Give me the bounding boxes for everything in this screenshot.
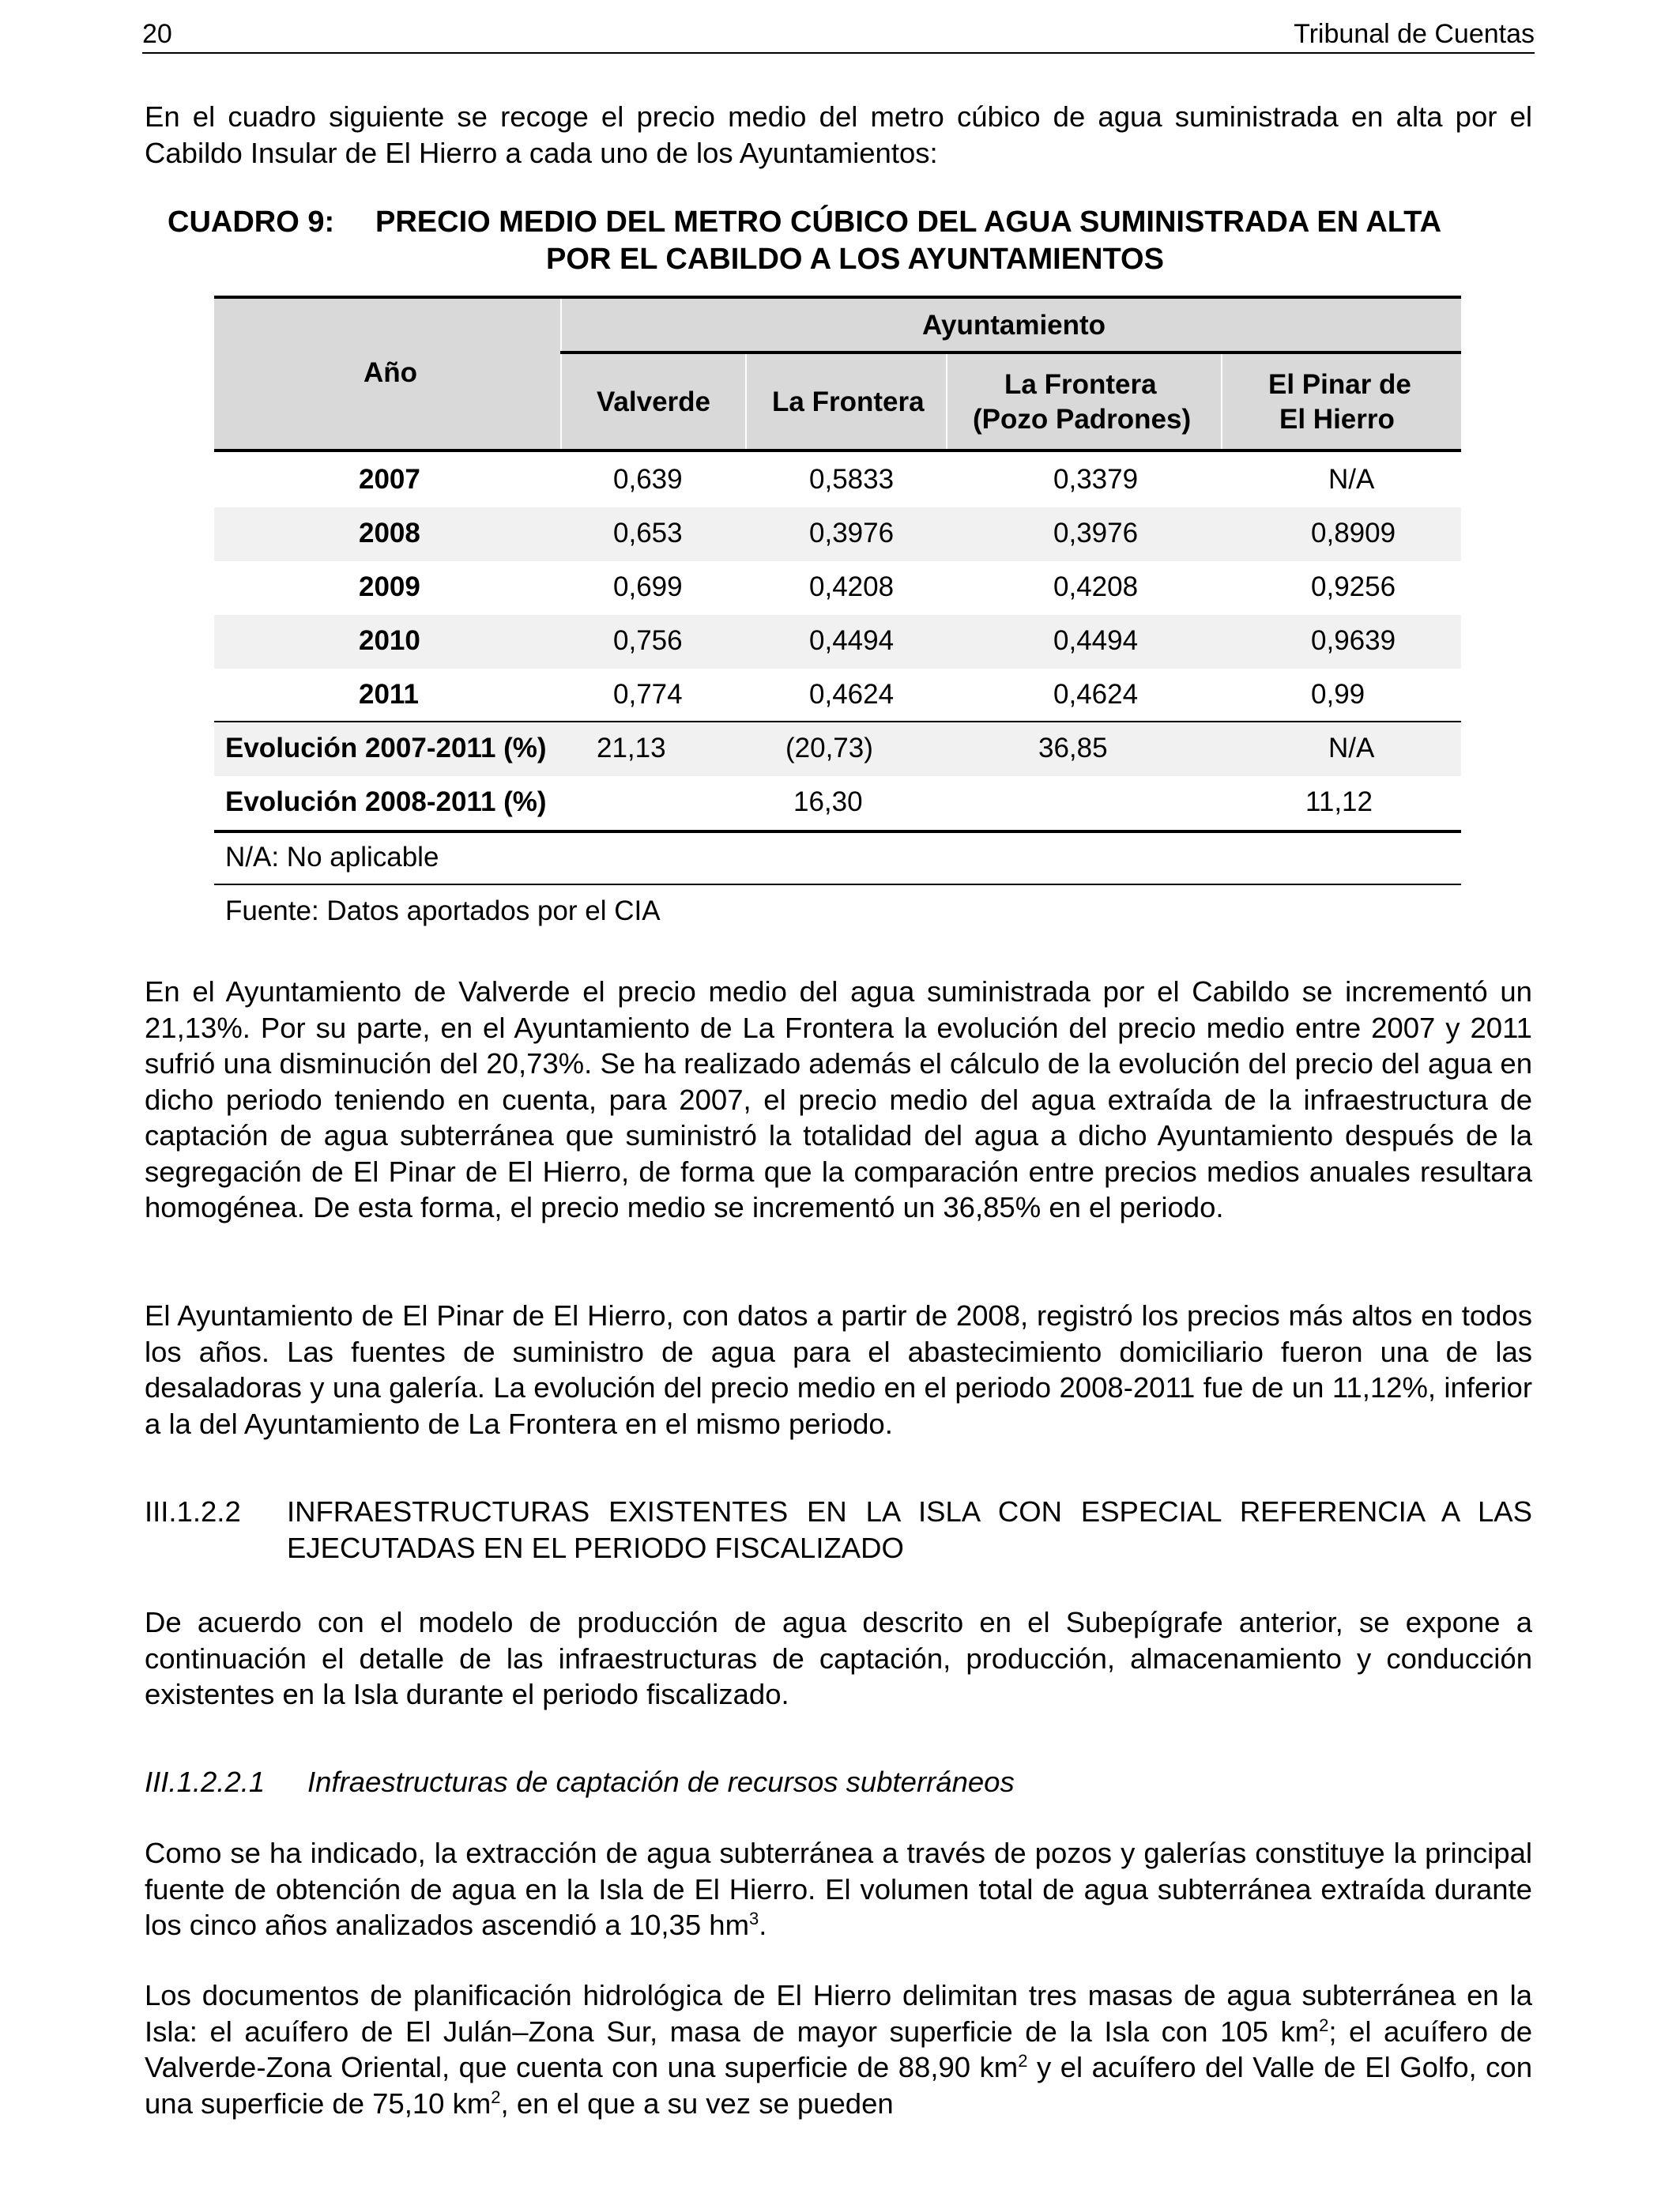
cell-el-pinar: 0,99 <box>1311 679 1365 710</box>
cell-el-pinar: N/A <box>1328 464 1375 495</box>
cell-la-frontera-pozo: 0,4208 <box>1053 571 1139 602</box>
table-row-year: 2009 <box>359 571 420 602</box>
cell-la-frontera: 0,4624 <box>809 679 895 710</box>
cell-la-frontera: 0,4494 <box>809 625 895 656</box>
cell-la-frontera: 0,5833 <box>809 464 895 495</box>
cell-la-frontera-pozo: 0,4494 <box>1053 625 1139 656</box>
subsection-number: III.1.2.2.1 <box>145 1766 266 1798</box>
header-year: Año <box>363 357 418 388</box>
section-number: III.1.2.2 <box>145 1495 241 1528</box>
evolution-2008-la-frontera: 16,30 <box>793 786 863 817</box>
cell-el-pinar: 0,9256 <box>1311 571 1396 602</box>
table-row-year: 2010 <box>359 625 420 656</box>
group-header-rule <box>560 351 1461 354</box>
evolution-2007-valverde: 21,13 <box>597 733 666 763</box>
evolution-2007-el-pinar: N/A <box>1328 733 1375 763</box>
header-la-frontera-pozo-1: La Frontera <box>1004 369 1157 400</box>
evolution-2007-la-frontera: (20,73) <box>785 733 873 763</box>
table-row-year: 2008 <box>359 518 420 548</box>
paragraph-extraccion: Como se ha indicado, la extracción de agua subterránea a través de pozos y galerías constituye la principal fuente de obtención de agua en la Isla de El Hierro. El volumen total de agua subterránea extraída durante los cinco años analizados ascendió a 10,35 $hm^3$. <box>145 1837 1532 1941</box>
header-el-pinar-2: El Hierro <box>1279 404 1395 435</box>
header-bottom-rule <box>214 449 1461 452</box>
subsection-title: Infraestructuras de captación de recursos subterráneos <box>307 1766 1015 1798</box>
price-table <box>214 296 1461 926</box>
note-bottom-rule <box>214 884 1461 885</box>
header-valverde: Valverde <box>597 386 710 417</box>
evolution-2008-el-pinar: 11,12 <box>1305 786 1373 817</box>
intro-paragraph: En el cuadro siguiente se recoge el precio medio del metro cúbico de agua suministrada en alta por el Cabildo Insular de El Hierro a cada uno de los Ayuntamientos: <box>145 100 1532 169</box>
paragraph-modelo: De acuerdo con el modelo de producción de agua descrito en el Subepígrafe anterior, se expone a continuación el detalle de las infraestructuras de captación, producción, almacenamiento y conducción existentes en la Isla durante el periodo fiscalizado. <box>145 1606 1532 1710</box>
cell-la-frontera-pozo: 0,3976 <box>1053 518 1139 548</box>
cell-valverde: 0,639 <box>613 464 683 495</box>
table-top-rule <box>214 296 1461 299</box>
table-bottom-rule <box>214 830 1461 833</box>
cell-valverde: 0,653 <box>613 518 683 548</box>
paragraph-valverde: En el Ayuntamiento de Valverde el precio medio del agua suministrada por el Cabildo se incrementó un 21,13%. Por su parte, en el Ayuntamiento de La Frontera la evolución del precio medio entre 2007 y 2011 sufrió una disminución del 20,73%. Se ha realizado además el cálculo de la evolución del precio del agua en dicho periodo teniendo en cuenta, para 2007, el precio medio del agua extraída de la infraestructura de captación de agua subterránea que suministró la totalidad del agua a dicho Ayuntamiento después de la segregación de El Pinar de El Hierro, de forma que la comparación entre precios medios anuales resultara homogénea. De esta forma, el precio medio se incrementó un 36,85% en el periodo. <box>145 975 1532 1223</box>
header-la-frontera-pozo-2: (Pozo Padrones) <box>973 404 1192 435</box>
cell-valverde: 0,756 <box>613 625 683 656</box>
table-row-year: 2011 <box>359 679 419 710</box>
header-el-pinar-1: El Pinar de <box>1268 369 1411 400</box>
header-ayuntamiento: Ayuntamiento <box>922 310 1106 341</box>
evolution-2007-label: Evolución 2007-2011 (%) <box>225 733 547 763</box>
page-number: 20 <box>142 19 172 49</box>
evolution-top-rule <box>214 721 1461 722</box>
paragraph-masas-agua: Los documentos de planificación hidrológica de El Hierro delimitan tres masas de agua subterránea en la Isla: el acuífero de El Julán–Zona Sur, masa de mayor superficie de la Isla con 105 $km^2$; el acuífero de Valverde-Zona Oriental, que cuenta con una superficie de 88,90 $km^2$ y el acuífero del Valle de El Golfo, con una superficie de 75,10 $km^2$, en el que a su vez se pueden <box>145 1979 1532 2120</box>
cell-valverde: 0,774 <box>613 679 683 710</box>
cell-la-frontera-pozo: 0,4624 <box>1053 679 1139 710</box>
evolution-2008-label: Evolución 2008-2011 (%) <box>225 786 547 817</box>
header-la-frontera: La Frontera <box>772 386 925 417</box>
cell-la-frontera-pozo: 0,3379 <box>1053 464 1139 495</box>
table-title-line1: PRECIO MEDIO DEL METRO CÚBICO DEL AGUA SUMINISTRADA EN ALTA <box>375 205 1442 239</box>
table-source: Fuente: Datos aportados por el CIA <box>225 895 661 926</box>
table-note: N/A: No aplicable <box>225 842 439 873</box>
cell-la-frontera: 0,4208 <box>809 571 895 602</box>
page-header <box>142 16 1535 54</box>
cell-el-pinar: 0,8909 <box>1311 518 1396 548</box>
table-title-prefix: CUADRO 9: <box>168 205 335 239</box>
evolution-2007-la-frontera-pozo: 36,85 <box>1038 733 1108 763</box>
table-row-year: 2007 <box>359 464 420 495</box>
cell-el-pinar: 0,9639 <box>1311 625 1396 656</box>
cell-valverde: 0,699 <box>613 571 683 602</box>
header-title: Tribunal de Cuentas <box>1294 19 1535 49</box>
cell-la-frontera: 0,3976 <box>809 518 895 548</box>
table-title-line2: POR EL CABILDO A LOS AYUNTAMIENTOS <box>546 243 1164 276</box>
paragraph-el-pinar: El Ayuntamiento de El Pinar de El Hierro, con datos a partir de 2008, registró los precios más altos en todos los años. Las fuentes de suministro de agua para el abastecimiento domiciliario fueron una de las desaladoras y una galería. La evolución del precio medio en el periodo 2008-2011 fue de un 11,12%, inferior a la del Ayuntamiento de La Frontera en el mismo periodo. <box>145 1299 1532 1440</box>
section-title: INFRAESTRUCTURAS EXISTENTES EN LA ISLA CON ESPECIAL REFERENCIA A LAS EJECUTADAS EN EL PERIODO FISCALIZADO <box>287 1495 1532 1564</box>
